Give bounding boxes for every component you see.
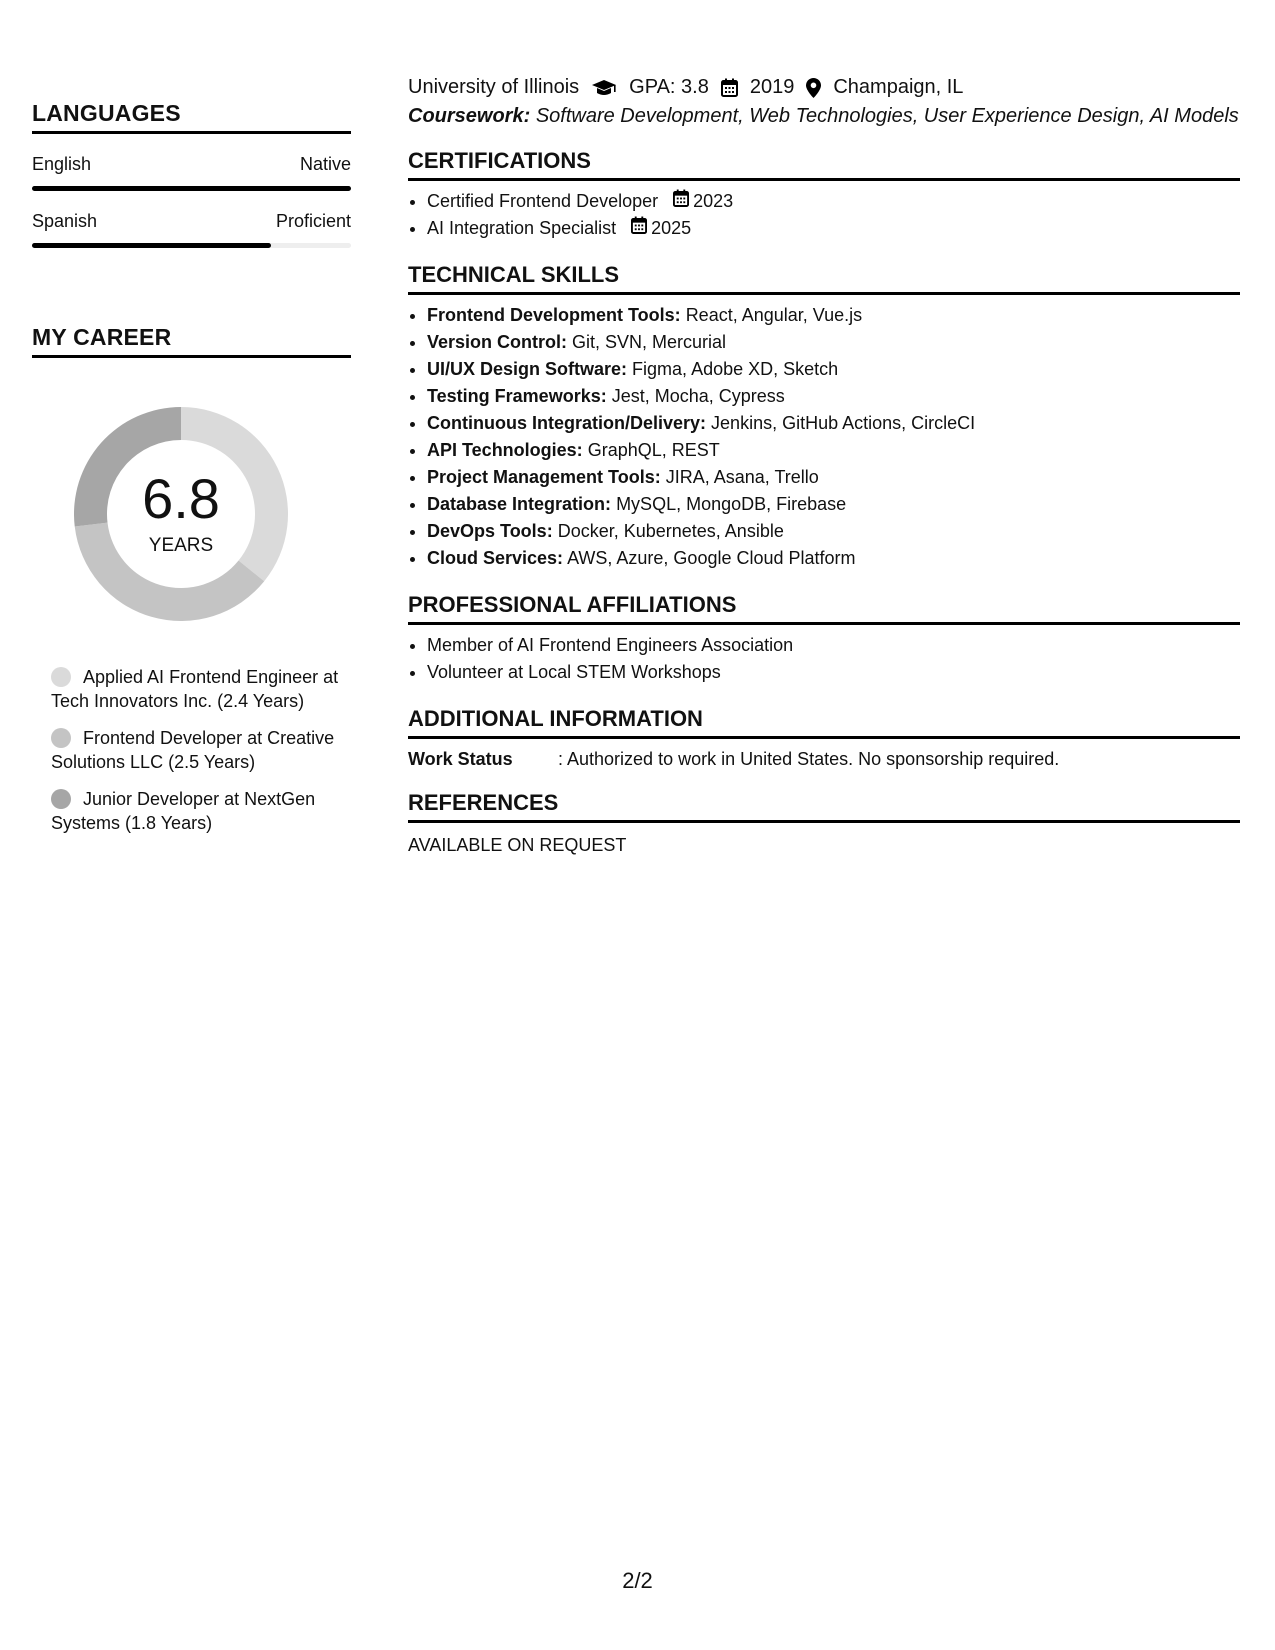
career-legend bbox=[32, 665, 351, 835]
career-total-unit: YEARS bbox=[148, 535, 214, 556]
legend-dot bbox=[51, 728, 71, 748]
list-item bbox=[427, 518, 1240, 545]
list-item bbox=[427, 491, 1240, 518]
skill-values: Docker, Kubernetes, Ansible bbox=[557, 521, 784, 541]
career-heading: MY CAREER bbox=[32, 324, 351, 358]
language-name: Spanish bbox=[32, 211, 98, 231]
list-item bbox=[427, 437, 1240, 464]
list-item bbox=[427, 464, 1240, 491]
certification-year: 2023 bbox=[693, 191, 734, 211]
skill-values: JIRA, Asana, Trello bbox=[665, 467, 819, 487]
technical-skills-heading: TECHNICAL SKILLS bbox=[408, 262, 1240, 295]
skill-values: Figma, Adobe XD, Sketch bbox=[632, 359, 839, 379]
language-level: Native bbox=[299, 154, 351, 174]
career-role-label: Frontend Developer at Creative Solutions LLC (2.5 Years) bbox=[51, 728, 335, 772]
list-item bbox=[427, 188, 1240, 215]
skills-list bbox=[408, 302, 1240, 572]
career-donut-chart bbox=[66, 399, 296, 629]
coursework-label: Coursework: bbox=[408, 105, 531, 127]
skill-category: Project Management Tools: bbox=[427, 467, 661, 487]
certification-name: Certified Frontend Developer bbox=[427, 191, 659, 211]
skill-category: Database Integration: bbox=[427, 494, 612, 514]
list-item bbox=[427, 215, 1240, 242]
career-total-value: 6.8 bbox=[142, 467, 220, 530]
skill-values: Git, SVN, Mercurial bbox=[572, 332, 727, 352]
certifications-list bbox=[408, 188, 1240, 242]
career-role-label: Junior Developer at NextGen Systems (1.8 Years) bbox=[51, 789, 316, 833]
main-content bbox=[408, 76, 1240, 856]
language-proficiency-bar bbox=[32, 243, 351, 248]
work-status-value: : Authorized to work in United States. No sponsorship required. bbox=[558, 749, 1060, 769]
list-item: • Member of AI Frontend Engineers Association bbox=[427, 632, 1240, 659]
list-item bbox=[427, 545, 1240, 572]
calendar-icon bbox=[673, 188, 693, 215]
skill-category: API Technologies: bbox=[427, 440, 583, 460]
skill-category: DevOps Tools: bbox=[427, 521, 553, 541]
certification-year: 2025 bbox=[651, 218, 692, 238]
list-item bbox=[427, 302, 1240, 329]
work-status-row bbox=[408, 749, 1240, 770]
sidebar bbox=[32, 100, 351, 848]
graduation-year: 2019 bbox=[749, 76, 795, 98]
language-item-spanish bbox=[32, 211, 351, 248]
affiliations-heading: PROFESSIONAL AFFILIATIONS bbox=[408, 592, 1240, 625]
legend-dot bbox=[51, 667, 71, 687]
technical-skills-section bbox=[408, 262, 1240, 572]
list-item bbox=[427, 356, 1240, 383]
career-role-label: Applied AI Frontend Engineer at Tech Innovators Inc. (2.4 Years) bbox=[51, 667, 339, 711]
skill-values: AWS, Azure, Google Cloud Platform bbox=[567, 548, 856, 568]
additional-info-section bbox=[408, 706, 1240, 770]
coursework bbox=[408, 105, 1240, 128]
school-name: University of Illinois bbox=[408, 76, 580, 98]
skill-values: GraphQL, REST bbox=[587, 440, 720, 460]
skill-values: React, Angular, Vue.js bbox=[685, 305, 863, 325]
skill-category: Version Control: bbox=[427, 332, 568, 352]
language-name: English bbox=[32, 154, 92, 174]
skill-category: Frontend Development Tools: bbox=[427, 305, 681, 325]
language-level: Proficient bbox=[275, 211, 351, 231]
calendar-icon bbox=[631, 215, 651, 242]
career-legend-item bbox=[51, 726, 351, 774]
references-section bbox=[408, 790, 1240, 856]
gpa: GPA: 3.8 bbox=[629, 76, 709, 98]
coursework-value: Software Development, Web Technologies, User Experience Design, AI Models bbox=[535, 105, 1239, 127]
career-legend-item bbox=[51, 787, 351, 835]
work-status-label: Work Status bbox=[408, 749, 513, 769]
career-legend-item bbox=[51, 665, 351, 713]
skill-category: Testing Frameworks: bbox=[427, 386, 607, 406]
list-item bbox=[427, 329, 1240, 356]
list-item bbox=[427, 383, 1240, 410]
language-proficiency-fill bbox=[32, 186, 351, 191]
map-pin-icon bbox=[806, 78, 821, 98]
certifications-section bbox=[408, 148, 1240, 242]
education-line bbox=[408, 76, 1240, 99]
certifications-heading: CERTIFICATIONS bbox=[408, 148, 1240, 181]
affiliations-list bbox=[408, 632, 1240, 686]
languages-heading: LANGUAGES bbox=[32, 100, 351, 134]
affiliations-section bbox=[408, 592, 1240, 686]
skill-values: Jest, Mocha, Cypress bbox=[611, 386, 785, 406]
language-proficiency-bar bbox=[32, 186, 351, 191]
graduation-cap-icon bbox=[591, 79, 617, 97]
list-item: • Volunteer at Local STEM Workshops bbox=[427, 659, 1240, 686]
references-text: AVAILABLE ON REQUEST bbox=[408, 835, 627, 855]
legend-dot bbox=[51, 789, 71, 809]
skill-category: Continuous Integration/Delivery: bbox=[427, 413, 707, 433]
language-item-english bbox=[32, 154, 351, 191]
references-heading: REFERENCES bbox=[408, 790, 1240, 823]
page-number: 2/2 bbox=[622, 1568, 653, 1593]
skill-values: Jenkins, GitHub Actions, CircleCI bbox=[711, 413, 976, 433]
language-proficiency-fill bbox=[32, 243, 271, 248]
certification-name: AI Integration Specialist bbox=[427, 218, 617, 238]
additional-info-heading: ADDITIONAL INFORMATION bbox=[408, 706, 1240, 739]
school-location: Champaign, IL bbox=[833, 76, 964, 98]
skill-values: MySQL, MongoDB, Firebase bbox=[616, 494, 847, 514]
career-total bbox=[66, 399, 296, 629]
skill-category: Cloud Services: bbox=[427, 548, 564, 568]
list-item bbox=[427, 410, 1240, 437]
calendar-icon bbox=[721, 78, 738, 97]
skill-category: UI/UX Design Software: bbox=[427, 359, 628, 379]
